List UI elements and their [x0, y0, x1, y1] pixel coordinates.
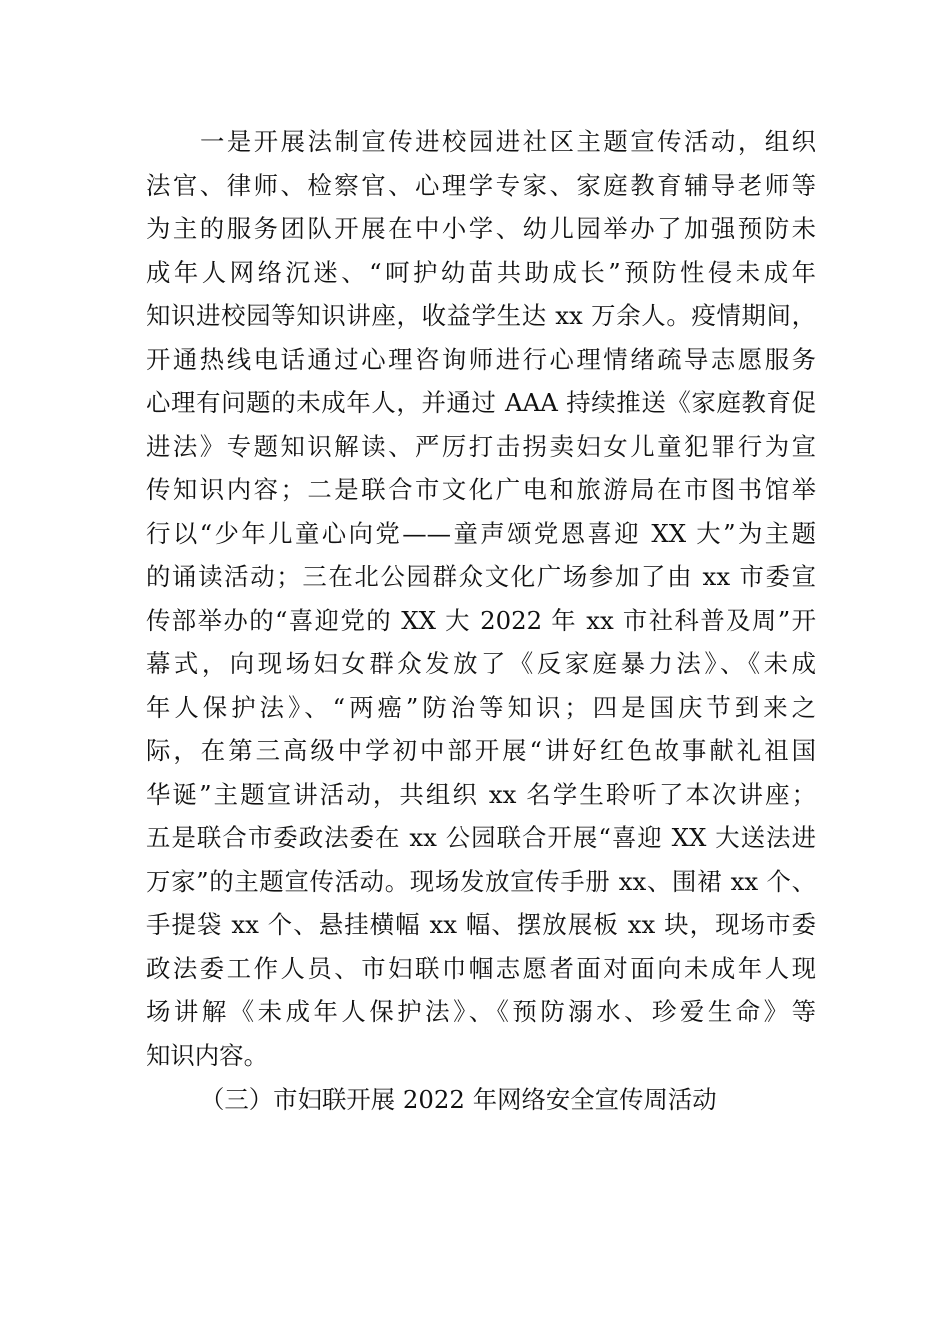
paragraph-line: 场讲解《未成年人保护法》、《预防溺水、珍爱生命》等: [146, 997, 816, 1026]
paragraph-line: 年人保护法》、“两癌”防治等知识；四是国庆节到来之: [146, 692, 816, 722]
paragraph-line: 进法》专题知识解读、严厉打击拐卖妇女儿童犯罪行为宣: [146, 431, 816, 461]
paragraph-line: 政法委工作人员、市妇联巾帼志愿者面对面向未成年人现: [146, 953, 816, 983]
paragraph-line: 一是开展法制宣传进校园进社区主题宣传活动，组织: [200, 127, 816, 156]
paragraph-line: 幕式，向现场妇女群众发放了《反家庭暴力法》、《未成: [146, 649, 816, 678]
paragraph-line: 际，在第三高级中学初中部开展“讲好红色故事献礼祖国: [146, 736, 816, 765]
paragraph-line: 行以“少年儿童心向党——童声颂党恩喜迎 XX 大”为主题: [146, 518, 816, 548]
paragraph-line: 法官、律师、检察官、心理学专家、家庭教育辅导老师等: [146, 170, 816, 200]
paragraph-line: 开通热线电话通过心理咨询师进行心理情绪疏导志愿服务: [146, 344, 816, 374]
paragraph-line: 传知识内容；二是联合市文化广电和旅游局在市图书馆举: [146, 475, 816, 504]
paragraph-line: 华诞”主题宣讲活动，共组织 xx 名学生聆听了本次讲座；: [146, 779, 816, 809]
body-paragraph: [146, 120, 816, 1077]
paragraph-line: 手提袋 xx 个、悬挂横幅 xx 幅、摆放展板 xx 块，现场市委: [146, 910, 816, 939]
paragraph-line: 心理有问题的未成年人，并通过 AAA 持续推送《家庭教育促: [146, 388, 816, 417]
paragraph-line: 成年人网络沉迷、“呵护幼苗共助成长”预防性侵未成年: [146, 257, 816, 287]
section-heading: （三）市妇联开展 2022 年网络安全宣传周活动: [200, 1085, 717, 1114]
paragraph-line: 五是联合市委政法委在 xx 公园联合开展“喜迎 XX 大送法进: [146, 823, 816, 852]
paragraph-line: 知识内容。: [146, 1040, 268, 1070]
paragraph-line: 万家”的主题宣传活动。现场发放宣传手册 xx、围裙 xx 个、: [146, 866, 816, 896]
paragraph-line: 的诵读活动；三在北公园群众文化广场参加了由 xx 市委宣: [146, 562, 816, 591]
paragraph-line: 为主的服务团队开展在中小学、幼儿园举办了加强预防未: [146, 214, 816, 243]
paragraph-line: 传部举办的“喜迎党的 XX 大 2022 年 xx 市社科普及周”开: [146, 605, 816, 635]
paragraph-line: 知识进校园等知识讲座，收益学生达 xx 万余人。疫情期间，: [146, 301, 816, 330]
